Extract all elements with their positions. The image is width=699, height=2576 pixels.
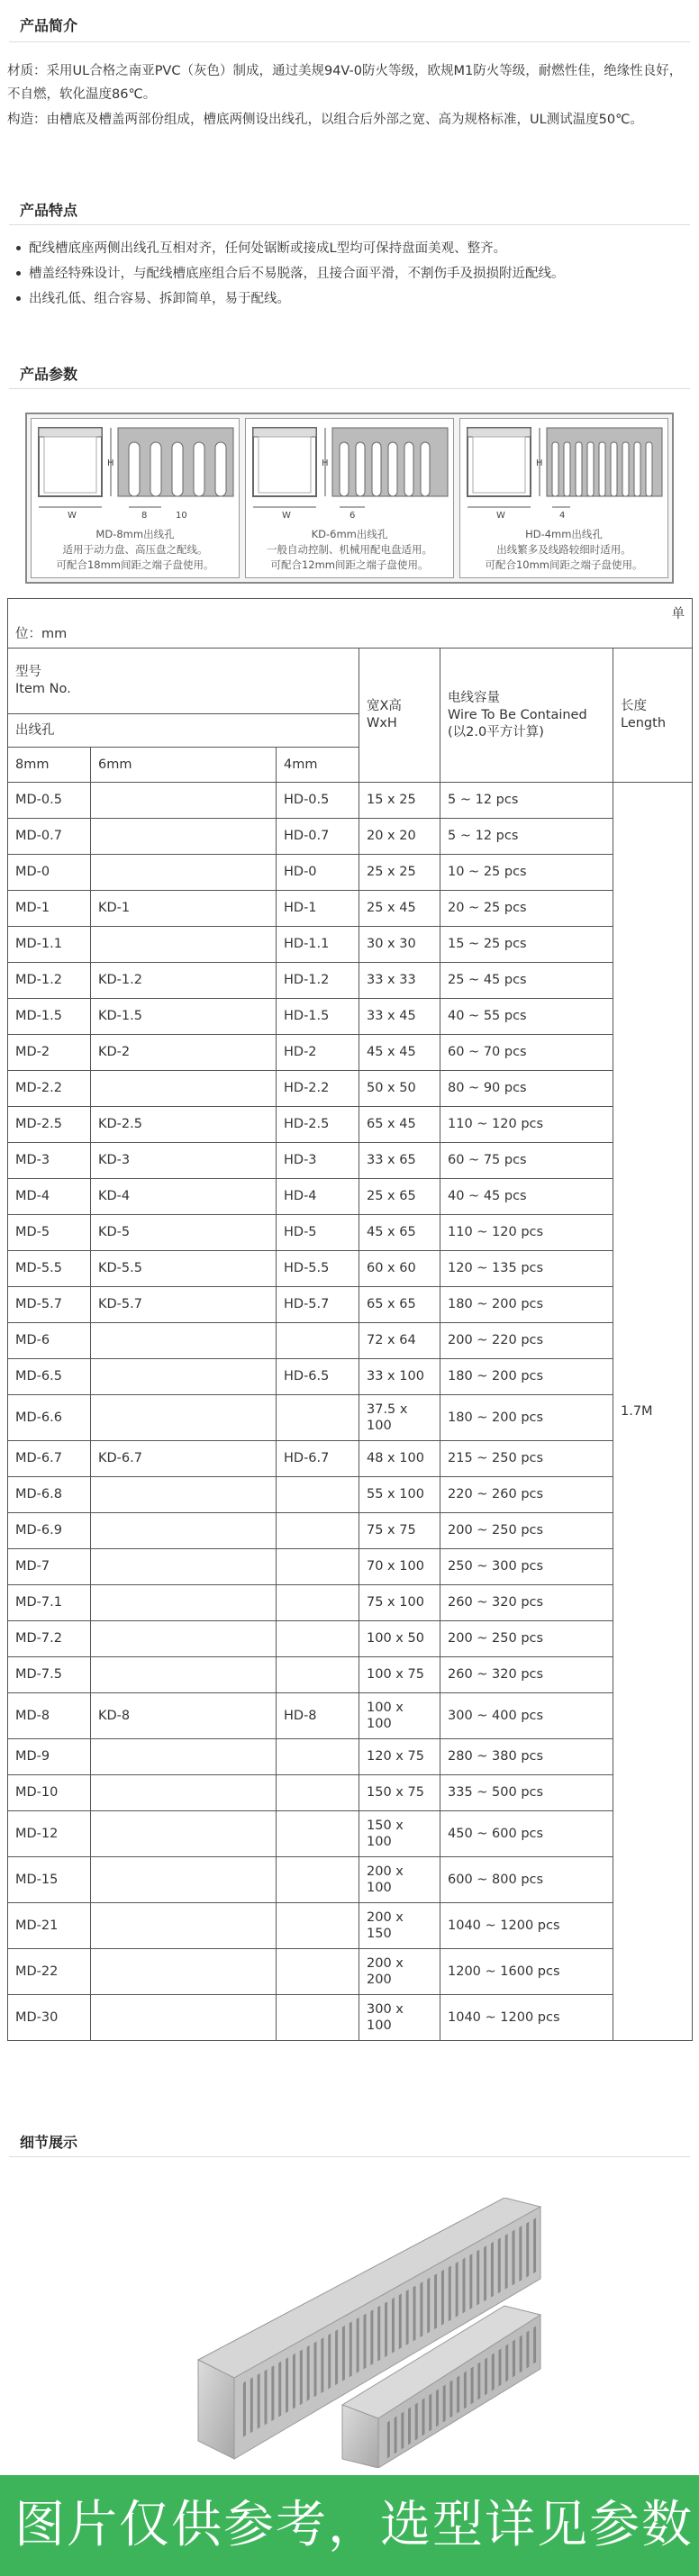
- diagram-panel-hd: [459, 418, 668, 578]
- size-en: WxH: [367, 716, 397, 730]
- table-row: [8, 1477, 693, 1513]
- md-cell: MD-7.5: [8, 1657, 91, 1693]
- hd-cell: [277, 1323, 359, 1359]
- size-cn: 宽X高: [367, 699, 402, 713]
- kd-cell: [91, 1949, 277, 1995]
- md-cell: MD-6.8: [8, 1477, 91, 1513]
- intro-structure: 构造：由槽底及槽盖两部份组成，槽底两侧设出线孔，以组合后外部之宽、高为规格标准，UL测试温度50℃。: [7, 113, 643, 127]
- table-row: [8, 1215, 693, 1251]
- size-cell: 65 x 65: [359, 1287, 440, 1323]
- size-cell: 150 x 75: [359, 1775, 440, 1811]
- header-row-model: [8, 649, 693, 714]
- w4-label: 4: [559, 511, 566, 521]
- hd-cell: HD-2.2: [277, 1071, 359, 1107]
- kd-pitch-label: 可配合12mm间距之端子盘使用。: [270, 558, 429, 571]
- spec-table: [7, 598, 693, 2041]
- table-row: [8, 1251, 693, 1287]
- table-row: [8, 963, 693, 999]
- w-label: W: [282, 511, 291, 521]
- table-row: [8, 819, 693, 855]
- h-label: H: [536, 458, 543, 468]
- features-list: [9, 236, 690, 312]
- hd-cell: [277, 1395, 359, 1441]
- size-cell: 33 x 45: [359, 999, 440, 1035]
- hd-pitch-label: 可配合10mm间距之端子盘使用。: [485, 558, 643, 571]
- capacity-cell: 180 ~ 200 pcs: [440, 1395, 613, 1441]
- size-cell: 75 x 75: [359, 1513, 440, 1549]
- details-title: 细节展示: [20, 2134, 78, 2151]
- capacity-cell: 180 ~ 200 pcs: [440, 1287, 613, 1323]
- hd-cell: [277, 1903, 359, 1949]
- model-en: Item No.: [15, 682, 71, 696]
- hd-cell: HD-8: [277, 1693, 359, 1739]
- capacity-note: (以2.0平方计算): [448, 724, 544, 739]
- size-cell: 33 x 100: [359, 1359, 440, 1395]
- table-row: [8, 1323, 693, 1359]
- capacity-cell: 220 ~ 260 pcs: [440, 1477, 613, 1513]
- intro-title: 产品简介: [20, 17, 78, 34]
- md-cell: MD-6.9: [8, 1513, 91, 1549]
- md-cell: MD-1: [8, 891, 91, 927]
- kd-cell: KD-5.7: [91, 1287, 277, 1323]
- size-cell: 100 x 50: [359, 1621, 440, 1657]
- md-cell: MD-7.2: [8, 1621, 91, 1657]
- md-cell: MD-5.7: [8, 1287, 91, 1323]
- md-cell: MD-1.5: [8, 999, 91, 1035]
- md-cell: MD-6: [8, 1323, 91, 1359]
- hd-cell: HD-6.7: [277, 1441, 359, 1477]
- kd-cell: KD-1.5: [91, 999, 277, 1035]
- size-cell: 30 x 30: [359, 927, 440, 963]
- kd-cell: [91, 1657, 277, 1693]
- size-cell: 100 x 100: [359, 1693, 440, 1739]
- table-row: [8, 1949, 693, 1995]
- size-header: [359, 649, 440, 783]
- table-row: [8, 1513, 693, 1549]
- size-cell: 55 x 100: [359, 1477, 440, 1513]
- hd-cell: [277, 1657, 359, 1693]
- kd-cell: [91, 1071, 277, 1107]
- capacity-header: [440, 649, 613, 783]
- kd-cell: [91, 855, 277, 891]
- kd-cell: [91, 1477, 277, 1513]
- md-cell: MD-2.5: [8, 1107, 91, 1143]
- hole-label: 出线孔: [8, 714, 359, 748]
- md-duct-drawing: [32, 419, 239, 525]
- hd-cell: HD-2.5: [277, 1107, 359, 1143]
- length-cn: 长度: [621, 699, 647, 713]
- capacity-cn: 电线容量: [448, 690, 500, 705]
- capacity-cell: 450 ~ 600 pcs: [440, 1811, 613, 1857]
- table-row: [8, 1995, 693, 2041]
- capacity-cell: 280 ~ 380 pcs: [440, 1739, 613, 1775]
- capacity-cell: 110 ~ 120 pcs: [440, 1215, 613, 1251]
- table-row: [8, 1359, 693, 1395]
- capacity-cell: 300 ~ 400 pcs: [440, 1693, 613, 1739]
- table-row: [8, 1143, 693, 1179]
- hd-cell: HD-1.1: [277, 927, 359, 963]
- capacity-cell: 60 ~ 75 pcs: [440, 1143, 613, 1179]
- size-cell: 37.5 x 100: [359, 1395, 440, 1441]
- hd-cell: [277, 1857, 359, 1903]
- table-row: [8, 855, 693, 891]
- kd-cell: KD-8: [91, 1693, 277, 1739]
- features-title: 产品特点: [20, 202, 78, 219]
- md-cell: MD-2.2: [8, 1071, 91, 1107]
- size-cell: 200 x 150: [359, 1903, 440, 1949]
- table-row: [8, 1857, 693, 1903]
- features-divider: [9, 224, 690, 225]
- md-cell: MD-8: [8, 1693, 91, 1739]
- table-row: [8, 1811, 693, 1857]
- table-row: [8, 1621, 693, 1657]
- w6-label: 6: [350, 511, 356, 521]
- kd-cell: [91, 1585, 277, 1621]
- table-row: [8, 1775, 693, 1811]
- table-row: [8, 999, 693, 1035]
- hd-cell: [277, 1477, 359, 1513]
- hd-cell: HD-0.5: [277, 783, 359, 819]
- capacity-cell: 5 ~ 12 pcs: [440, 819, 613, 855]
- hd-cell: HD-5.7: [277, 1287, 359, 1323]
- size-cell: 120 x 75: [359, 1739, 440, 1775]
- size-cell: 150 x 100: [359, 1811, 440, 1857]
- hd-cell: HD-2: [277, 1035, 359, 1071]
- size-cell: 100 x 75: [359, 1657, 440, 1693]
- kd-cell: KD-5.5: [91, 1251, 277, 1287]
- hd-cell: HD-5: [277, 1215, 359, 1251]
- size-cell: 300 x 100: [359, 1995, 440, 2041]
- md-cell: MD-22: [8, 1949, 91, 1995]
- capacity-cell: 200 ~ 220 pcs: [440, 1323, 613, 1359]
- unit-text: 位：mm: [15, 627, 68, 641]
- feature-item: 出线孔低、组合容易、拆卸简单，易于配线。: [9, 286, 690, 312]
- table-row: [8, 783, 693, 819]
- capacity-en: Wire To Be Contained: [448, 707, 587, 722]
- unit-row: [8, 599, 693, 649]
- table-row: [8, 891, 693, 927]
- kd-cell: [91, 1811, 277, 1857]
- kd-cell: [91, 1359, 277, 1395]
- hd-cell: [277, 1995, 359, 2041]
- hd-cell: [277, 1549, 359, 1585]
- capacity-cell: 60 ~ 70 pcs: [440, 1035, 613, 1071]
- kd-cell: [91, 1995, 277, 2041]
- params-divider: [9, 388, 690, 389]
- md-cell: MD-9: [8, 1739, 91, 1775]
- kd-cell: [91, 819, 277, 855]
- kd-cell: [91, 927, 277, 963]
- md-cell: MD-0.5: [8, 783, 91, 819]
- w10-label: 10: [176, 511, 187, 521]
- kd-cell: [91, 1323, 277, 1359]
- feature-item: 槽盖经特殊设计，与配线槽底座组合后不易脱落，且接合面平滑，不割伤手及损损附近配线。: [9, 261, 690, 286]
- hd-cell: [277, 1775, 359, 1811]
- hd-cell: HD-1.2: [277, 963, 359, 999]
- kd-type-label: KD-6mm出线孔: [311, 528, 388, 540]
- capacity-cell: 200 ~ 250 pcs: [440, 1513, 613, 1549]
- length-cell: 1.7M: [613, 783, 693, 2041]
- capacity-cell: 260 ~ 320 pcs: [440, 1585, 613, 1621]
- md-cell: MD-10: [8, 1775, 91, 1811]
- capacity-cell: 260 ~ 320 pcs: [440, 1657, 613, 1693]
- diagram-panel-kd: [245, 418, 454, 578]
- md-cell: MD-6.6: [8, 1395, 91, 1441]
- capacity-cell: 40 ~ 55 pcs: [440, 999, 613, 1035]
- md-cell: MD-3: [8, 1143, 91, 1179]
- md-use-label: 适用于动力盘、高压盘之配线。: [62, 543, 208, 556]
- unit-prefix: 单: [671, 607, 685, 621]
- size-cell: 25 x 25: [359, 855, 440, 891]
- table-row: [8, 1287, 693, 1323]
- size-cell: 200 x 100: [359, 1857, 440, 1903]
- table-row: [8, 1395, 693, 1441]
- intro-material: 材质：采用UL合格之南亚PVC（灰色）制成，通过美规94V-0防火等级，欧规M1防火等级，耐燃性佳，绝缘性良好，不自燃，软化温度86℃。: [7, 64, 683, 102]
- size-cell: 50 x 50: [359, 1071, 440, 1107]
- duct-profile-diagram: [25, 413, 674, 584]
- kd-cell: KD-3: [91, 1143, 277, 1179]
- md-cell: MD-1.1: [8, 927, 91, 963]
- size-cell: 65 x 45: [359, 1107, 440, 1143]
- size-cell: 33 x 33: [359, 963, 440, 999]
- capacity-cell: 110 ~ 120 pcs: [440, 1107, 613, 1143]
- table-row: [8, 1107, 693, 1143]
- hd-cell: HD-1.5: [277, 999, 359, 1035]
- diagram-panel-md: [31, 418, 240, 578]
- h-label: H: [322, 458, 329, 468]
- kd-use-label: 一般自动控制、机械用配电盘适用。: [267, 543, 432, 556]
- kd-duct-drawing: [246, 419, 453, 525]
- capacity-cell: 10 ~ 25 pcs: [440, 855, 613, 891]
- hd-type-label: HD-4mm出线孔: [525, 528, 603, 540]
- length-header: [613, 649, 693, 783]
- capacity-cell: 1040 ~ 1200 pcs: [440, 1903, 613, 1949]
- hd-cell: HD-1: [277, 891, 359, 927]
- capacity-cell: 20 ~ 25 pcs: [440, 891, 613, 927]
- table-row: [8, 1657, 693, 1693]
- md-cell: MD-12: [8, 1811, 91, 1857]
- kd-cell: KD-2.5: [91, 1107, 277, 1143]
- kd-cell: [91, 783, 277, 819]
- md-cell: MD-6.5: [8, 1359, 91, 1395]
- wire-duct-photo: [0, 2198, 699, 2468]
- kd-cell: [91, 1513, 277, 1549]
- size-cell: 25 x 65: [359, 1179, 440, 1215]
- capacity-cell: 40 ~ 45 pcs: [440, 1179, 613, 1215]
- md-cell: MD-7: [8, 1549, 91, 1585]
- md-cell: MD-4: [8, 1179, 91, 1215]
- kd-cell: KD-4: [91, 1179, 277, 1215]
- capacity-cell: 600 ~ 800 pcs: [440, 1857, 613, 1903]
- details-divider: [9, 2156, 690, 2157]
- size-cell: 60 x 60: [359, 1251, 440, 1287]
- hd-cell: HD-6.5: [277, 1359, 359, 1395]
- capacity-cell: 335 ~ 500 pcs: [440, 1775, 613, 1811]
- md-cell: MD-21: [8, 1903, 91, 1949]
- md-type-label: MD-8mm出线孔: [95, 528, 175, 540]
- size-cell: 75 x 100: [359, 1585, 440, 1621]
- kd-cell: KD-2: [91, 1035, 277, 1071]
- capacity-cell: 15 ~ 25 pcs: [440, 927, 613, 963]
- disclaimer-banner: 图片仅供参考，选型详见参数: [0, 2475, 699, 2576]
- capacity-cell: 200 ~ 250 pcs: [440, 1621, 613, 1657]
- size-cell: 20 x 20: [359, 819, 440, 855]
- table-row: [8, 1035, 693, 1071]
- size-cell: 33 x 65: [359, 1143, 440, 1179]
- size-cell: 25 x 45: [359, 891, 440, 927]
- kd-cell: KD-1: [91, 891, 277, 927]
- md-cell: MD-5: [8, 1215, 91, 1251]
- table-row: [8, 1549, 693, 1585]
- table-row: [8, 927, 693, 963]
- kd-cell: [91, 1549, 277, 1585]
- col-6mm: 6mm: [91, 748, 277, 783]
- md-cell: MD-0: [8, 855, 91, 891]
- size-cell: 72 x 64: [359, 1323, 440, 1359]
- hd-use-label: 出线繁多及线路较细时适用。: [496, 543, 631, 556]
- table-row: [8, 1739, 693, 1775]
- capacity-cell: 120 ~ 135 pcs: [440, 1251, 613, 1287]
- hd-cell: HD-4: [277, 1179, 359, 1215]
- capacity-cell: 215 ~ 250 pcs: [440, 1441, 613, 1477]
- col-4mm: 4mm: [277, 748, 359, 783]
- hd-cell: [277, 1949, 359, 1995]
- md-pitch-label: 可配合18mm间距之端子盘使用。: [56, 558, 214, 571]
- kd-cell: [91, 1739, 277, 1775]
- kd-cell: [91, 1775, 277, 1811]
- feature-item: 配线槽底座两侧出线孔互相对齐，任何处锯断或接成L型均可保持盘面美观、整齐。: [9, 236, 690, 261]
- hd-cell: HD-0.7: [277, 819, 359, 855]
- md-cell: MD-6.7: [8, 1441, 91, 1477]
- capacity-cell: 180 ~ 200 pcs: [440, 1359, 613, 1395]
- table-row: [8, 1071, 693, 1107]
- kd-cell: [91, 1621, 277, 1657]
- size-cell: 70 x 100: [359, 1549, 440, 1585]
- table-row: [8, 1585, 693, 1621]
- kd-cell: KD-1.2: [91, 963, 277, 999]
- size-cell: 48 x 100: [359, 1441, 440, 1477]
- kd-cell: KD-5: [91, 1215, 277, 1251]
- table-row: [8, 1441, 693, 1477]
- hd-cell: [277, 1585, 359, 1621]
- capacity-cell: 1200 ~ 1600 pcs: [440, 1949, 613, 1995]
- hd-duct-drawing: [460, 419, 667, 525]
- hd-cell: [277, 1621, 359, 1657]
- table-row: [8, 1903, 693, 1949]
- hd-cell: [277, 1811, 359, 1857]
- size-cell: 200 x 200: [359, 1949, 440, 1995]
- length-en: Length: [621, 716, 667, 730]
- kd-cell: [91, 1857, 277, 1903]
- kd-cell: [91, 1903, 277, 1949]
- md-cell: MD-30: [8, 1995, 91, 2041]
- md-cell: MD-2: [8, 1035, 91, 1071]
- kd-cell: KD-6.7: [91, 1441, 277, 1477]
- hd-cell: HD-3: [277, 1143, 359, 1179]
- capacity-cell: 80 ~ 90 pcs: [440, 1071, 613, 1107]
- table-row: [8, 1179, 693, 1215]
- hd-cell: [277, 1513, 359, 1549]
- md-cell: MD-5.5: [8, 1251, 91, 1287]
- capacity-cell: 25 ~ 45 pcs: [440, 963, 613, 999]
- intro-divider: [9, 41, 690, 42]
- params-title: 产品参数: [20, 366, 78, 383]
- hd-cell: [277, 1739, 359, 1775]
- model-cn: 型号: [15, 665, 41, 679]
- capacity-cell: 250 ~ 300 pcs: [440, 1549, 613, 1585]
- md-cell: MD-0.7: [8, 819, 91, 855]
- hd-cell: HD-5.5: [277, 1251, 359, 1287]
- w-label: W: [496, 511, 505, 521]
- h-label: H: [107, 458, 114, 468]
- size-cell: 45 x 65: [359, 1215, 440, 1251]
- size-cell: 15 x 25: [359, 783, 440, 819]
- capacity-cell: 1040 ~ 1200 pcs: [440, 1995, 613, 2041]
- md-cell: MD-7.1: [8, 1585, 91, 1621]
- w8-label: 8: [141, 511, 148, 521]
- w-label: W: [68, 511, 77, 521]
- col-8mm: 8mm: [8, 748, 91, 783]
- md-cell: MD-15: [8, 1857, 91, 1903]
- kd-cell: [91, 1395, 277, 1441]
- md-cell: MD-1.2: [8, 963, 91, 999]
- hd-cell: HD-0: [277, 855, 359, 891]
- table-row: [8, 1693, 693, 1739]
- capacity-cell: 5 ~ 12 pcs: [440, 783, 613, 819]
- size-cell: 45 x 45: [359, 1035, 440, 1071]
